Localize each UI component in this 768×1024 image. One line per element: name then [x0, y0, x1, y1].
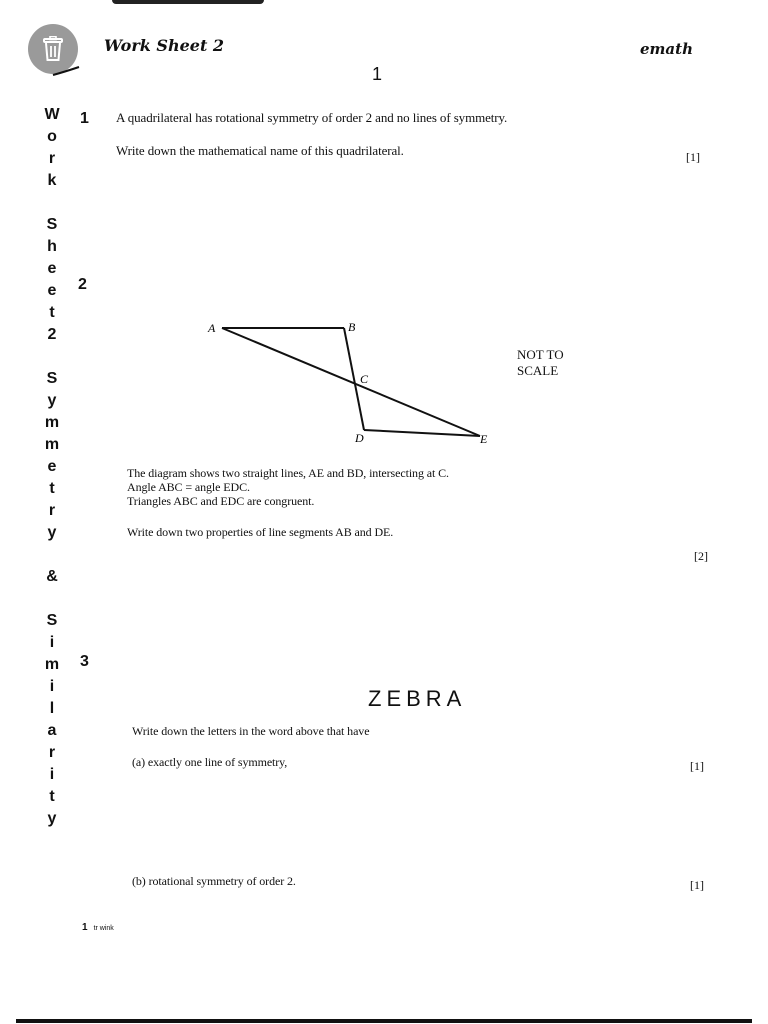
vertical-title-letter: r — [48, 150, 56, 167]
vertical-title-letter: o — [47, 128, 57, 145]
question-2-line-2: Angle ABC = angle EDC. — [127, 480, 250, 494]
bottom-rule — [16, 1019, 752, 1023]
segment-de — [364, 430, 480, 436]
vertical-title-letter: y — [47, 810, 57, 827]
label-e: E — [480, 432, 488, 446]
vertical-title-letter: h — [47, 238, 57, 255]
question-3-number: 3 — [80, 653, 89, 670]
vertical-title-letter: 2 — [47, 326, 57, 343]
vertical-title-letter: y — [47, 524, 57, 541]
footer-note: tr wink — [93, 925, 114, 932]
vertical-title-letter: e — [47, 282, 57, 299]
vertical-title-letter: S — [46, 370, 58, 387]
pen-stroke — [52, 66, 80, 76]
label-b: B — [348, 320, 356, 334]
question-2-marks: [2] — [694, 549, 708, 563]
vertical-title-letter: S — [46, 612, 58, 629]
vertical-title-letter: t — [49, 480, 55, 497]
question-3-instruction: Write down the letters in the word above that have — [132, 724, 370, 738]
vertical-title-letter: t — [49, 304, 55, 321]
vertical-title-letter: k — [47, 172, 57, 189]
vertical-title-letter: l — [49, 700, 55, 717]
subject-label: emath — [640, 40, 693, 58]
label-c: C — [360, 372, 369, 386]
label-d: D — [355, 431, 364, 445]
vertical-title-letter: & — [46, 568, 58, 585]
worksheet-title: Work Sheet 2 — [104, 36, 225, 55]
vertical-title-letter: a — [47, 722, 57, 739]
top-edge-mark — [112, 0, 264, 4]
vertical-title — [38, 104, 66, 830]
vertical-title-letter: y — [47, 392, 57, 409]
vertical-title-letter: m — [44, 656, 60, 673]
vertical-title-letter: m — [44, 436, 60, 453]
question-2-number: 2 — [78, 276, 87, 293]
not-to-scale-note: NOT TO SCALE — [517, 347, 564, 378]
footer-page-number: 1 tr wink — [82, 922, 114, 933]
zebra-word: ZEBRA — [368, 686, 467, 711]
page-number: 1 — [372, 64, 383, 84]
vertical-title-letter: e — [47, 458, 57, 475]
vertical-title-letter: r — [48, 502, 56, 519]
question-3a-marks: [1] — [690, 759, 704, 773]
question-2-line-3: Triangles ABC and EDC are congruent. — [127, 494, 315, 508]
vertical-title-letter: i — [49, 634, 55, 651]
question-3b-marks: [1] — [690, 878, 704, 892]
vertical-title-letter: m — [44, 414, 60, 431]
question-2-instruction: Write down two properties of line segments AB and DE. — [127, 525, 394, 539]
vertical-title-letter: r — [48, 744, 56, 761]
question-1-number: 1 — [80, 110, 89, 127]
vertical-title-letter: e — [47, 260, 57, 277]
question-1-instruction: Write down the mathematical name of this quadrilateral. — [116, 143, 404, 158]
question-3-part-b: (b) rotational symmetry of order 2. — [132, 874, 296, 888]
label-a: A — [208, 321, 216, 335]
segment-ae — [222, 328, 480, 436]
vertical-title-letter: S — [46, 216, 58, 233]
question-3-part-a: (a) exactly one line of symmetry, — [132, 755, 288, 769]
vertical-title-letter: t — [49, 788, 55, 805]
vertical-title-letter: i — [49, 766, 55, 783]
question-1-text: A quadrilateral has rotational symmetry of order 2 and no lines of symmetry. — [116, 110, 508, 125]
triangle-diagram — [200, 316, 500, 452]
question-2-line-1: The diagram shows two straight lines, AE and BD, intersecting at C. — [127, 466, 449, 480]
vertical-title-letter: i — [49, 678, 55, 695]
trash-icon — [41, 36, 65, 62]
question-1-marks: [1] — [686, 150, 700, 164]
vertical-title-letter: W — [44, 106, 60, 123]
